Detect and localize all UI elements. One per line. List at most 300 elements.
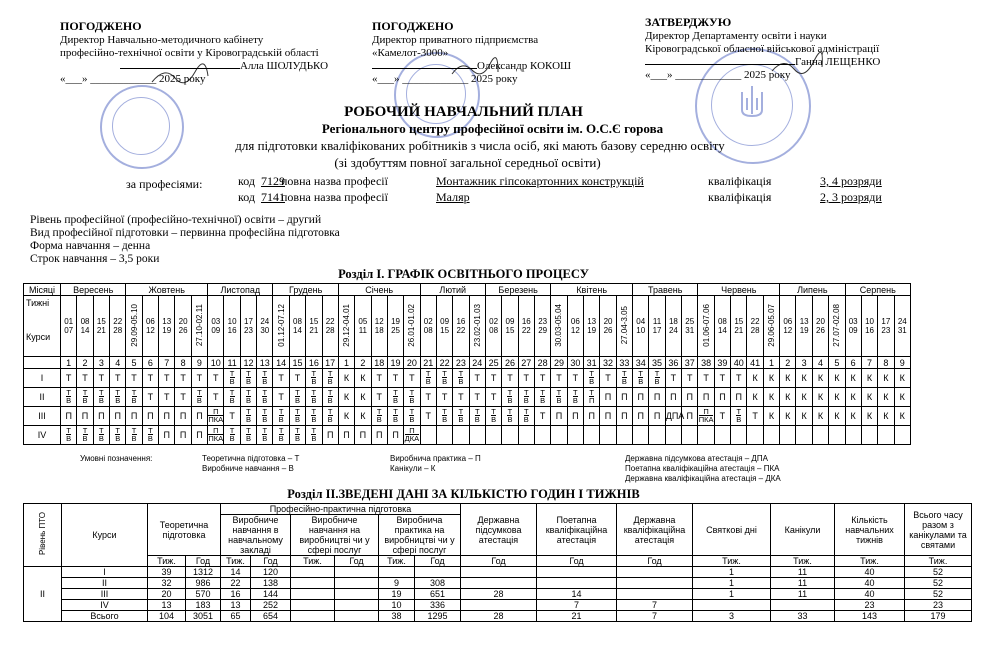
split-code-top: Т bbox=[507, 407, 513, 416]
summary-cell-vac: 11 bbox=[771, 567, 835, 578]
legend-item: Канікули – К bbox=[390, 464, 436, 473]
split-code bbox=[638, 370, 643, 385]
split-code-bottom: В bbox=[393, 415, 399, 424]
schedule-cell: Т bbox=[191, 369, 207, 388]
schedule-cell bbox=[257, 426, 273, 445]
summary-row bbox=[24, 589, 972, 600]
header-dpa: Державна підсумкова атестація bbox=[461, 504, 537, 556]
info-line: Строк навчання – 3,5 роки bbox=[30, 253, 160, 265]
week-number: 4 bbox=[812, 357, 828, 369]
split-code-top: П bbox=[208, 408, 223, 416]
week-number: 34 bbox=[633, 357, 649, 369]
week-range-label: 29.09-05.10 bbox=[129, 303, 139, 347]
week-number: 5 bbox=[829, 357, 845, 369]
summary-cell-h4: 651 bbox=[415, 589, 461, 600]
summary-cell-t3 bbox=[291, 567, 335, 578]
summary-cell-h1: 986 bbox=[186, 578, 221, 589]
split-code-top: Т bbox=[229, 426, 235, 435]
split-code bbox=[295, 427, 300, 442]
summary-cell-c: III bbox=[62, 589, 148, 600]
schedule-cell bbox=[567, 388, 583, 407]
week-range: 15 21 bbox=[731, 296, 747, 357]
schedule-cell: К bbox=[763, 369, 779, 388]
split-code-top: Т bbox=[115, 388, 120, 397]
summary-cell-t2: 65 bbox=[221, 611, 251, 622]
schedule-cell bbox=[584, 369, 600, 388]
info-line: Рівень професійної (професійно-технічної) освіти – другий bbox=[30, 214, 322, 226]
schedule-cell: К bbox=[812, 407, 828, 426]
schedule-cell: П bbox=[600, 407, 616, 426]
schedule-cell bbox=[829, 426, 845, 445]
summary-cell-pka: 21 bbox=[537, 611, 617, 622]
week-range bbox=[404, 296, 420, 357]
schedule-cell bbox=[126, 426, 142, 445]
schedule-cell: П bbox=[387, 426, 403, 445]
summary-cell-h4: 1295 bbox=[415, 611, 461, 622]
plan-title: РОБОЧИЙ НАВЧАЛЬНИЙ ПЛАН bbox=[344, 104, 583, 120]
week-range: 06 12 bbox=[142, 296, 158, 357]
week-number: 2 bbox=[355, 357, 371, 369]
week-number: 9 bbox=[191, 357, 207, 369]
summary-cell-h4: 308 bbox=[415, 578, 461, 589]
schedule-cell bbox=[322, 407, 338, 426]
schedule-cell bbox=[208, 426, 224, 445]
split-code-bottom: ДКА bbox=[404, 434, 420, 443]
week-range: 22 28 bbox=[747, 296, 763, 357]
summary-cell-h1: 183 bbox=[186, 600, 221, 611]
schedule-cell: Т bbox=[273, 388, 289, 407]
split-code-bottom: В bbox=[98, 434, 104, 443]
summary-row bbox=[24, 567, 972, 578]
schedule-cell bbox=[763, 426, 779, 445]
schedule-cell bbox=[518, 388, 534, 407]
split-code-top: Т bbox=[262, 407, 268, 416]
schedule-cell: К bbox=[845, 388, 861, 407]
schedule-cell: К bbox=[747, 369, 763, 388]
schedule-cell: К bbox=[338, 369, 354, 388]
split-code-bottom: В bbox=[523, 415, 529, 424]
plan-info bbox=[30, 214, 340, 266]
split-code-bottom: В bbox=[736, 415, 742, 424]
summary-cell-h2: 144 bbox=[251, 589, 291, 600]
level-cell: II bbox=[24, 567, 62, 622]
week-range: 18 24 bbox=[665, 296, 681, 357]
split-code-bottom: В bbox=[442, 377, 448, 386]
split-code-bottom: В bbox=[327, 377, 333, 386]
split-code bbox=[246, 408, 251, 423]
split-code bbox=[208, 408, 223, 423]
split-code-bottom: В bbox=[556, 396, 562, 405]
summary-cell-pka: 14 bbox=[537, 589, 617, 600]
schedule-cell: Т bbox=[551, 369, 567, 388]
schedule-cell bbox=[61, 388, 77, 407]
summary-cell-pka bbox=[537, 567, 617, 578]
split-code-top: Т bbox=[278, 407, 284, 416]
week-range: 19 25 bbox=[387, 296, 403, 357]
header-total: Всього часу разом з канікулами та святами bbox=[905, 504, 972, 556]
schedule-cell: К bbox=[338, 388, 354, 407]
split-code-bottom: В bbox=[229, 377, 235, 386]
schedule-cell: К bbox=[763, 407, 779, 426]
schedule-cell: К bbox=[796, 369, 812, 388]
summary-cell-h3 bbox=[335, 600, 379, 611]
schedule-cell: Т bbox=[714, 407, 730, 426]
week-number: 11 bbox=[224, 357, 240, 369]
schedule-cell: Т bbox=[61, 369, 77, 388]
schedule-cell: Т bbox=[142, 369, 158, 388]
split-code-bottom: В bbox=[393, 396, 399, 405]
split-code bbox=[491, 408, 496, 423]
split-code-top: Т bbox=[507, 388, 513, 397]
week-range: 11 17 bbox=[649, 296, 665, 357]
schedule-cell bbox=[322, 388, 338, 407]
schedule-cell bbox=[616, 426, 632, 445]
legend-item: Поетапна кваліфікаційна атестація – ПКА bbox=[625, 464, 780, 473]
summary-cell-h2: 654 bbox=[251, 611, 291, 622]
split-code-top: Т bbox=[736, 407, 742, 416]
schedule-cell: Т bbox=[110, 369, 126, 388]
split-code-top: Т bbox=[197, 388, 202, 397]
split-code-bottom: В bbox=[311, 377, 317, 386]
week-range: 09 15 bbox=[436, 296, 452, 357]
approval-block-1 bbox=[60, 20, 380, 86]
split-code bbox=[83, 389, 88, 404]
schedule-cell: К bbox=[812, 388, 828, 407]
course-label: I bbox=[24, 369, 61, 388]
schedule-cell bbox=[224, 388, 240, 407]
split-code bbox=[246, 389, 251, 404]
signer-name: Ганна ЛЕЩЕНКО bbox=[795, 56, 881, 68]
profession-name: Маляр bbox=[436, 190, 470, 204]
split-code-bottom: В bbox=[245, 434, 251, 443]
split-code-bottom: В bbox=[245, 396, 251, 405]
split-code-top: Т bbox=[66, 426, 71, 435]
legend-title: Умовні позначення: bbox=[80, 454, 153, 463]
week-range: 24 30 bbox=[257, 296, 273, 357]
week-range-label: 30.03-05.04 bbox=[554, 303, 564, 347]
schedule-cell bbox=[502, 426, 518, 445]
schedule-cell: Т bbox=[289, 369, 305, 388]
week-range: 03 09 bbox=[845, 296, 861, 357]
split-code bbox=[262, 408, 267, 423]
split-code bbox=[148, 427, 153, 442]
split-code-top: Т bbox=[295, 407, 300, 416]
split-code-top: Т bbox=[638, 369, 643, 378]
unit-weeks: Тиж. bbox=[771, 556, 835, 567]
split-code-top: Т bbox=[589, 369, 594, 378]
split-code-top: Т bbox=[246, 426, 251, 435]
week-range bbox=[763, 296, 779, 357]
header-dka: Державна кваліфікаційна атестація bbox=[617, 504, 693, 556]
week-number: 35 bbox=[649, 357, 665, 369]
schedule-cell bbox=[110, 388, 126, 407]
week-number: 6 bbox=[142, 357, 158, 369]
summary-cell-t3 bbox=[291, 600, 335, 611]
week-number: 1 bbox=[338, 357, 354, 369]
split-code bbox=[507, 389, 512, 404]
summary-cell-wk: 40 bbox=[835, 567, 905, 578]
split-code-bottom: В bbox=[147, 434, 153, 443]
summary-cell-h1: 1312 bbox=[186, 567, 221, 578]
split-code-bottom: В bbox=[589, 377, 595, 386]
schedule-cell bbox=[61, 426, 77, 445]
schedule-cell bbox=[93, 388, 109, 407]
split-code-top: Т bbox=[131, 388, 137, 397]
section1-title: Розділ І. ГРАФІК ОСВІТНЬОГО ПРОЦЕСУ bbox=[338, 267, 589, 281]
split-code-top: П bbox=[699, 408, 714, 416]
summary-cell-vac: 11 bbox=[771, 578, 835, 589]
split-code-bottom: В bbox=[229, 396, 235, 405]
split-code-bottom: В bbox=[491, 415, 497, 424]
schedule-cell bbox=[240, 388, 256, 407]
split-code-bottom: В bbox=[572, 396, 578, 405]
split-code-bottom: В bbox=[245, 377, 251, 386]
schedule-cell: П bbox=[126, 407, 142, 426]
schedule-cell: Т bbox=[371, 369, 387, 388]
split-code-bottom: В bbox=[196, 396, 202, 405]
unit-weeks: Тиж. bbox=[379, 556, 415, 567]
split-code bbox=[208, 427, 223, 442]
split-code-bottom: В bbox=[262, 434, 268, 443]
split-code-bottom: В bbox=[229, 434, 235, 443]
professions-label: за професіями: bbox=[126, 177, 203, 191]
week-number: 10 bbox=[208, 357, 224, 369]
schedule-cell bbox=[469, 426, 485, 445]
split-code bbox=[442, 370, 447, 385]
week-range bbox=[469, 296, 485, 357]
schedule-cell bbox=[780, 426, 796, 445]
schedule-cell bbox=[240, 426, 256, 445]
summary-cell-h3 bbox=[335, 567, 379, 578]
schedule-cell bbox=[485, 407, 501, 426]
schedule-cell: К bbox=[796, 407, 812, 426]
schedule-cell bbox=[812, 426, 828, 445]
schedule-cell bbox=[518, 407, 534, 426]
split-code bbox=[230, 427, 235, 442]
summary-cell-dka bbox=[617, 589, 693, 600]
summary-cell-t4: 19 bbox=[379, 589, 415, 600]
schedule-cell bbox=[191, 388, 207, 407]
schedule-cell: П bbox=[175, 426, 191, 445]
schedule-cell bbox=[306, 369, 322, 388]
summary-cell-wk: 40 bbox=[835, 578, 905, 589]
week-number: 23 bbox=[453, 357, 469, 369]
split-code-bottom: В bbox=[327, 396, 333, 405]
summary-cell-pka: 7 bbox=[537, 600, 617, 611]
week-range: 06 12 bbox=[567, 296, 583, 357]
split-code-bottom: В bbox=[262, 415, 268, 424]
approval-line: Кіровоградської обласної військової адміністрації bbox=[645, 43, 880, 55]
schedule-cell bbox=[273, 407, 289, 426]
schedule-cell bbox=[240, 407, 256, 426]
week-range-label: 29.06-05.07 bbox=[766, 303, 776, 347]
schedule-cell: Т bbox=[453, 388, 469, 407]
split-code-top: Т bbox=[458, 369, 464, 378]
split-code-top: Т bbox=[246, 407, 251, 416]
schedule-cell: К bbox=[845, 407, 861, 426]
split-code bbox=[405, 427, 419, 442]
schedule-cell: П bbox=[731, 388, 747, 407]
schedule-cell: К bbox=[812, 369, 828, 388]
schedule-cell bbox=[485, 426, 501, 445]
schedule-cell: ДПА bbox=[665, 407, 681, 426]
split-code bbox=[589, 389, 594, 404]
schedule-cell bbox=[289, 426, 305, 445]
week-number: 12 bbox=[240, 357, 256, 369]
profession-name: Монтажник гіпсокартонних конструкцій bbox=[436, 174, 644, 188]
courses-label: Курси bbox=[26, 332, 51, 342]
schedule-cell: П bbox=[714, 388, 730, 407]
week-number: 29 bbox=[551, 357, 567, 369]
schedule-cell: К bbox=[845, 369, 861, 388]
split-code-top: Т bbox=[327, 407, 333, 416]
month-name: Липень bbox=[780, 284, 845, 296]
split-code-top: П bbox=[208, 427, 223, 435]
week-number: 27 bbox=[518, 357, 534, 369]
approval-title: ЗАТВЕРДЖУЮ bbox=[645, 15, 732, 29]
split-code bbox=[66, 427, 71, 442]
week-range: 16 22 bbox=[453, 296, 469, 357]
unit-hours: Год bbox=[461, 556, 537, 567]
split-code bbox=[328, 389, 333, 404]
approval-line: Директор Департаменту освіти і науки bbox=[645, 30, 827, 42]
schedule-cell: П bbox=[551, 407, 567, 426]
split-code-top: Т bbox=[573, 388, 578, 397]
schedule-cell: П bbox=[698, 388, 714, 407]
schedule-cell: К bbox=[796, 388, 812, 407]
schedule-cell: К bbox=[894, 388, 910, 407]
week-number: 32 bbox=[600, 357, 616, 369]
schedule-cell: К bbox=[747, 388, 763, 407]
summary-cell-h3 bbox=[335, 589, 379, 600]
header-pka: Поетапна кваліфікаційна атестація bbox=[537, 504, 617, 556]
split-code bbox=[442, 408, 447, 423]
summary-cell-tot: 52 bbox=[905, 589, 972, 600]
schedule-cell: Т bbox=[502, 369, 518, 388]
split-code-top: Т bbox=[393, 388, 398, 397]
week-range bbox=[191, 296, 207, 357]
schedule-cell: П bbox=[175, 407, 191, 426]
split-code-bottom: В bbox=[376, 415, 382, 424]
schedule-cell bbox=[894, 426, 910, 445]
summary-cell-hol: 3 bbox=[693, 611, 771, 622]
week-range bbox=[551, 296, 567, 357]
split-code bbox=[540, 389, 545, 404]
summary-cell-t2: 16 bbox=[221, 589, 251, 600]
approval-line: Директор приватного підприємства bbox=[372, 34, 539, 46]
legend-item: Теоретична підготовка – Т bbox=[202, 454, 300, 463]
schedule-cell: Т bbox=[731, 369, 747, 388]
week-number: 28 bbox=[534, 357, 550, 369]
summary-cell-wk: 23 bbox=[835, 600, 905, 611]
schedule-cell: Т bbox=[600, 369, 616, 388]
split-code-top: Т bbox=[523, 407, 529, 416]
schedule-cell: Т bbox=[567, 369, 583, 388]
approval-title: ПОГОДЖЕНО bbox=[60, 19, 142, 33]
schedule-cell: П bbox=[371, 426, 387, 445]
schedule-cell: П bbox=[191, 407, 207, 426]
qual-label: кваліфікація bbox=[708, 190, 772, 204]
schedule-cell bbox=[420, 369, 436, 388]
week-number: 19 bbox=[387, 357, 403, 369]
week-range: 08 14 bbox=[77, 296, 93, 357]
schedule-cell bbox=[436, 426, 452, 445]
summary-cell-t2: 14 bbox=[221, 567, 251, 578]
schedule-cell bbox=[387, 407, 403, 426]
week-range-label: 27.10-02.11 bbox=[194, 303, 204, 347]
summary-cell-dka bbox=[617, 567, 693, 578]
schedule-cell: К bbox=[780, 369, 796, 388]
unit-weeks: Тиж. bbox=[835, 556, 905, 567]
schedule-cell bbox=[208, 407, 224, 426]
schedule-cell: Т bbox=[387, 369, 403, 388]
month-name: Серпень bbox=[845, 284, 911, 296]
week-number: 2 bbox=[780, 357, 796, 369]
schedule-cell bbox=[371, 407, 387, 426]
unit-weeks: Тиж. bbox=[148, 556, 186, 567]
split-code-bottom: В bbox=[540, 396, 546, 405]
week-range: 09 15 bbox=[502, 296, 518, 357]
split-code-top: Т bbox=[327, 388, 333, 397]
week-number: 21 bbox=[420, 357, 436, 369]
split-code bbox=[524, 408, 529, 423]
schedule-cell: Т bbox=[420, 407, 436, 426]
split-code-bottom: В bbox=[294, 415, 300, 424]
month-name: Лютий bbox=[420, 284, 485, 296]
split-code bbox=[262, 370, 267, 385]
plan-subtitle: Регіонального центру професійної освіти ім. О.С.Є горова bbox=[321, 121, 664, 136]
split-code-top: Т bbox=[622, 369, 627, 378]
split-code-bottom: П bbox=[588, 396, 595, 405]
week-range-label: 27.07-02.08 bbox=[832, 303, 842, 347]
schedule-cell bbox=[142, 426, 158, 445]
week-range: 12 18 bbox=[371, 296, 387, 357]
schedule-cell: П bbox=[633, 407, 649, 426]
split-code-bottom: В bbox=[311, 434, 317, 443]
schedule-cell bbox=[420, 426, 436, 445]
schedule-cell: Т bbox=[534, 407, 550, 426]
schedule-cell: П bbox=[142, 407, 158, 426]
schedule-cell bbox=[600, 426, 616, 445]
split-code-bottom: В bbox=[327, 415, 333, 424]
schedule-cell bbox=[404, 426, 420, 445]
week-range: 15 21 bbox=[93, 296, 109, 357]
summary-cell-c: Всього bbox=[62, 611, 148, 622]
profession-code: 7141 bbox=[260, 190, 285, 204]
signature-line bbox=[645, 64, 795, 65]
schedule-cell bbox=[845, 426, 861, 445]
schedule-cell: К bbox=[829, 407, 845, 426]
summary-row bbox=[24, 578, 972, 589]
schedule-cell bbox=[289, 388, 305, 407]
split-code-bottom: В bbox=[311, 415, 317, 424]
schedule-cell: П bbox=[682, 407, 698, 426]
schedule-cell bbox=[306, 388, 322, 407]
schedule-cell: Т bbox=[77, 369, 93, 388]
name-label: повна назва професії bbox=[281, 174, 388, 188]
week-number: 30 bbox=[567, 357, 583, 369]
week-range-label: 29.12-04.01 bbox=[342, 303, 352, 347]
split-code-top: Т bbox=[540, 388, 545, 397]
week-number: 25 bbox=[485, 357, 501, 369]
header-level: Рівень ПТО bbox=[24, 504, 62, 567]
week-range: 24 31 bbox=[894, 296, 910, 357]
split-code-top: Т bbox=[491, 407, 496, 416]
summary-row bbox=[24, 611, 972, 622]
split-code bbox=[262, 427, 267, 442]
summary-cell-h3 bbox=[335, 578, 379, 589]
split-code-bottom: В bbox=[131, 396, 137, 405]
